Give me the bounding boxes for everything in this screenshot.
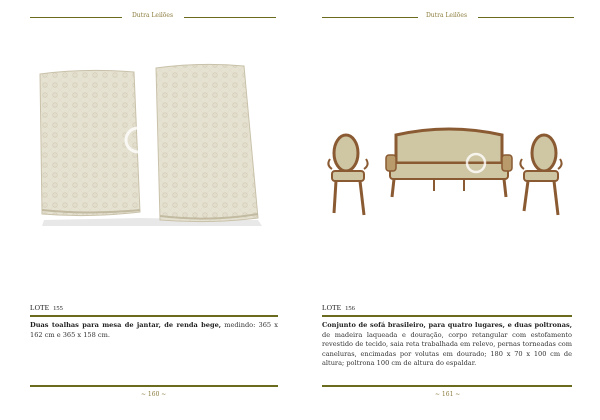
sofa [386, 129, 512, 197]
lot-rule [30, 315, 278, 317]
lot-number: 155 [53, 305, 63, 312]
page-header [0, 12, 300, 22]
tablecloth-2 [156, 64, 258, 221]
armchair-left [328, 135, 367, 215]
lot-number: 156 [345, 305, 355, 312]
lot-details: medindo: 365 x 162 cm e 365 x 158 cm. [30, 321, 278, 339]
lot-rule [322, 315, 572, 317]
page-header [300, 12, 600, 22]
header-title: Dutra Leilões [426, 12, 468, 19]
right-page [300, 0, 600, 420]
armchair-right [520, 135, 561, 215]
lot-title: Duas toalhas para mesa de jantar, de renda bege, [30, 321, 222, 329]
lot-details: de madeira laqueada e douração, corpo retangular com estofamento revestido de tecido, saia reta trabalhada em relevo, pernas torneadas com caneluras, encimadas por volutas em dourado; 180 x 70 x 100 cm de altura; poltrona 100 cm de altura do espaldar. [322, 330, 572, 368]
lot-label: LOTE 156 [322, 303, 355, 312]
page-footer [0, 385, 300, 397]
header-title: Dutra Leilões [132, 12, 174, 19]
page-footer [300, 385, 600, 397]
tablecloths-photo [30, 60, 270, 230]
lot-description [30, 321, 278, 340]
sofa-set-photo [324, 125, 574, 220]
lot-label: LOTE 155 [30, 303, 63, 312]
page-number: ~ 161 ~ [435, 391, 461, 398]
page-number: ~ 160 ~ [141, 391, 167, 398]
lot-title: Conjunto de sofá brasileiro, para quatro lugares, e duas poltronas, [322, 321, 572, 329]
lot-description [322, 321, 572, 369]
